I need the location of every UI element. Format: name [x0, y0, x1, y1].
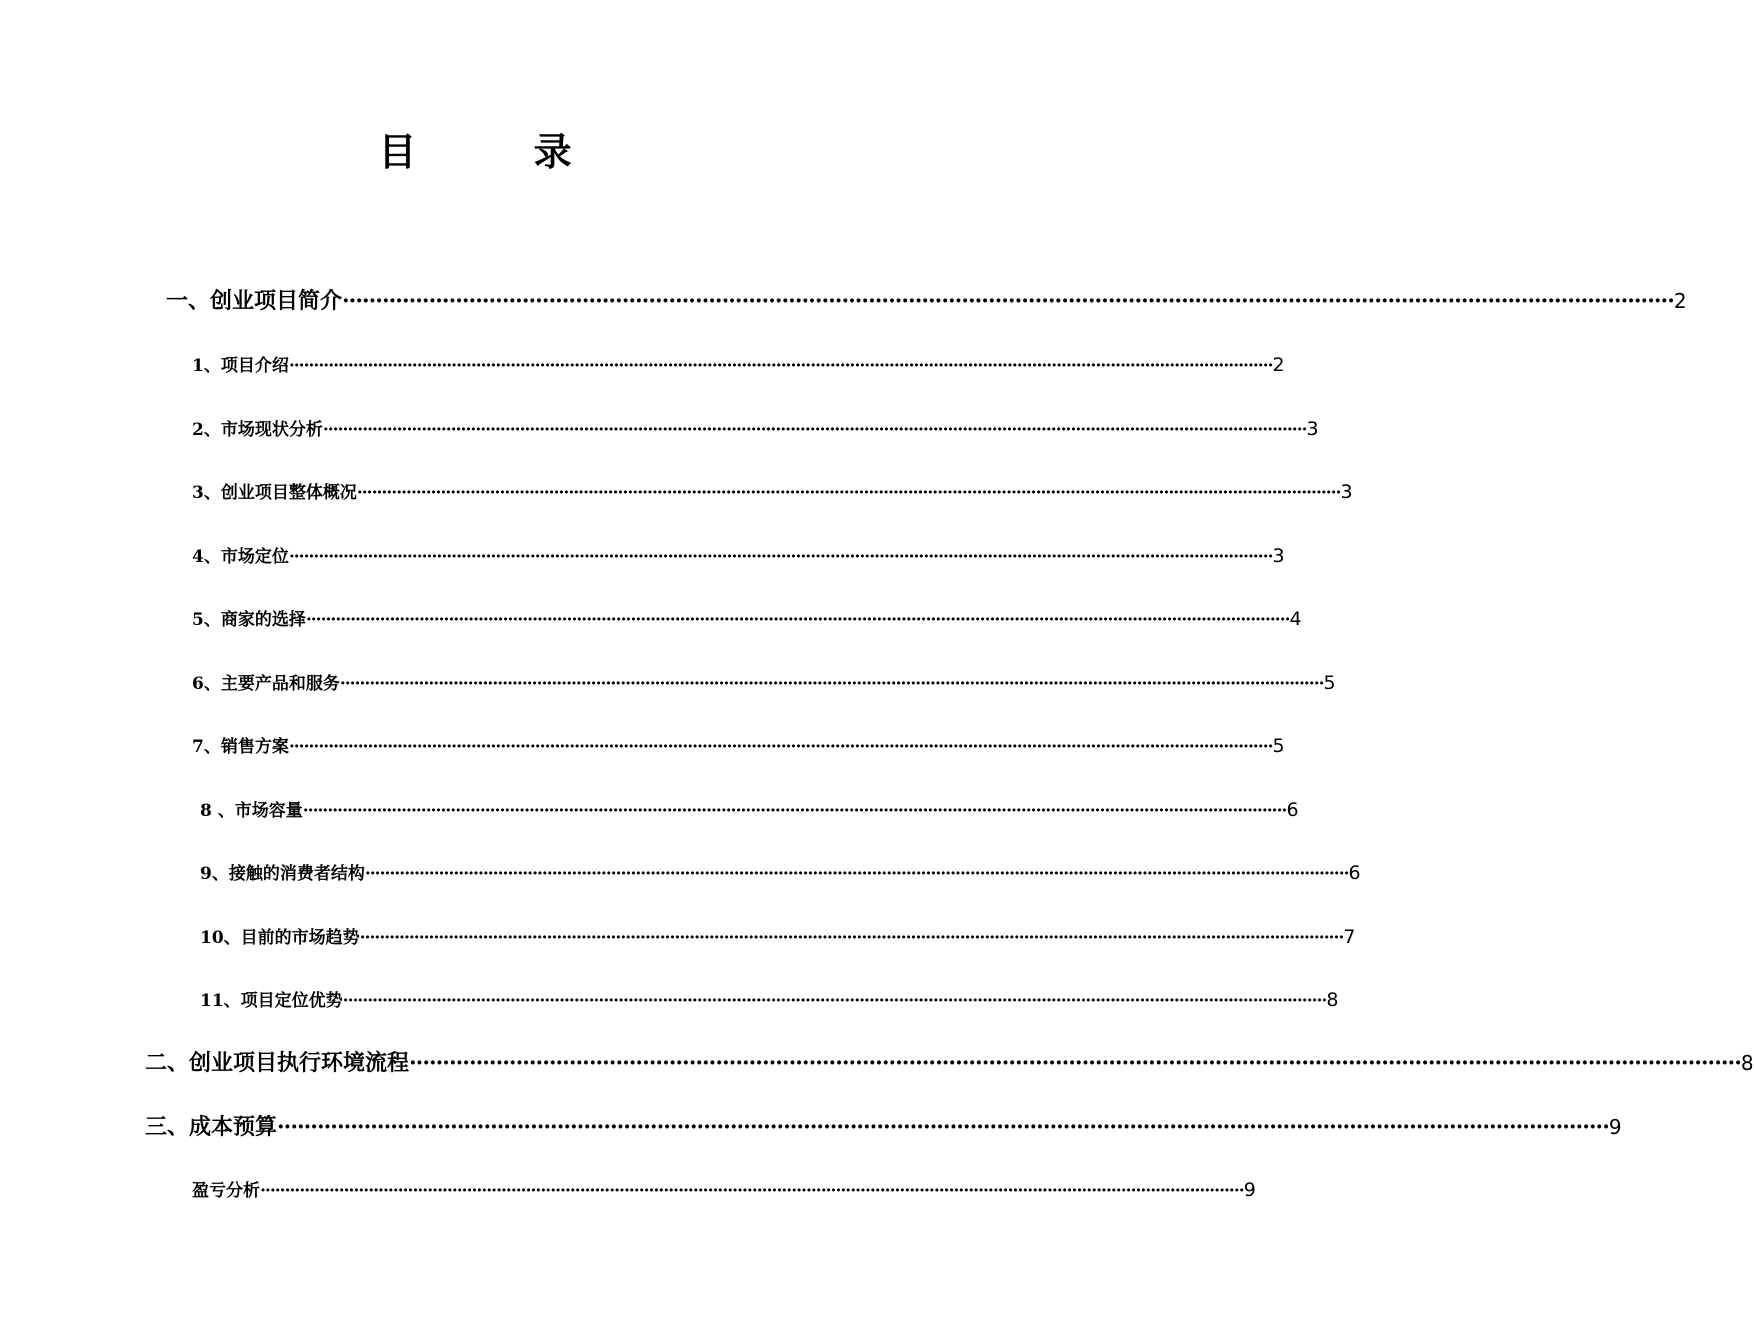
toc-entry-label: 2、市场现状分析: [192, 420, 323, 440]
toc-entry-page: 3: [1306, 418, 1319, 440]
toc-entry-label: 3、创业项目整体概况: [192, 483, 357, 503]
toc-entry[interactable]: [200, 860, 1361, 887]
toc-entry-page: 8: [1326, 989, 1339, 1011]
toc-entry[interactable]: [192, 670, 1336, 697]
toc-entry[interactable]: [192, 606, 1302, 633]
toc-entry[interactable]: [192, 543, 1285, 570]
toc-entry-page: 5: [1323, 672, 1336, 694]
dot-leader: ········································································································································································································: [260, 1181, 1244, 1201]
dot-leader: ········································································································································································································: [288, 356, 1273, 376]
dot-leader: ········································································································································································································: [322, 420, 1307, 440]
toc-entry-label: 7、销售方案: [192, 737, 289, 757]
toc-entry[interactable]: [145, 1112, 1622, 1142]
toc-entry-page: 2: [1272, 354, 1285, 376]
toc-entry-page: 5: [1272, 735, 1285, 757]
toc-entry-label: 9、接触的消费者结构: [200, 864, 365, 884]
toc-entry[interactable]: [192, 479, 1353, 506]
toc-entry-page: 8: [1740, 1051, 1754, 1075]
toc-entry-label: 三、成本预算: [145, 1114, 278, 1140]
toc-entry[interactable]: [200, 797, 1299, 824]
toc-entry[interactable]: [192, 1177, 1256, 1204]
dot-leader: ········································································································································································································: [364, 864, 1349, 884]
toc-entry-page: 7: [1343, 926, 1356, 948]
toc-entry-label: 10、目前的市场趋势: [200, 928, 360, 948]
toc-entry-page: 3: [1340, 481, 1353, 503]
toc-entry-label: 8 、市场容量: [200, 801, 303, 821]
toc-entry-page: 6: [1286, 799, 1299, 821]
toc-entry-label: 11、项目定位优势: [200, 991, 343, 1011]
toc-entry[interactable]: [200, 987, 1339, 1014]
dot-leader: ········································································································································································································: [302, 801, 1287, 821]
dot-leader: ········································································································································································································: [356, 483, 1341, 503]
toc-entry[interactable]: [145, 1048, 1754, 1078]
toc-entry-label: 一、创业项目简介: [166, 288, 343, 314]
toc-entry-label: 1、项目介绍: [192, 356, 289, 376]
dot-leader: ········································································································································································································: [288, 547, 1273, 567]
dot-leader: ········································································································································································································: [305, 610, 1290, 630]
toc-entry-page: 2: [1673, 289, 1687, 313]
toc-entry-page: 9: [1608, 1115, 1622, 1139]
dot-leader: ········································································································································································································: [339, 674, 1324, 694]
toc-entry-label: 6、主要产品和服务: [192, 674, 340, 694]
toc-entry-page: 6: [1348, 862, 1361, 884]
dot-leader: ········································································································································································································: [359, 928, 1344, 948]
toc-entry-label: 4、市场定位: [192, 547, 289, 567]
toc-entry[interactable]: [192, 733, 1285, 760]
toc-entry-label: 二、创业项目执行环境流程: [145, 1050, 410, 1076]
dot-leader: ········································································································································································································: [342, 288, 1674, 314]
dot-leader: ········································································································································································································: [288, 737, 1273, 757]
toc-entry-label: 盈亏分析: [192, 1181, 260, 1201]
toc-entry[interactable]: [192, 416, 1319, 443]
toc-entry-label: 5、商家的选择: [192, 610, 306, 630]
dot-leader: ········································································································································································································: [342, 991, 1327, 1011]
toc-entry-page: 3: [1272, 545, 1285, 567]
dot-leader: ········································································································································································································: [277, 1114, 1609, 1140]
toc-entry[interactable]: [200, 924, 1356, 951]
toc-entry[interactable]: [192, 352, 1285, 379]
toc-entry-page: 9: [1243, 1179, 1256, 1201]
toc-entry-page: 4: [1289, 608, 1302, 630]
toc-entry[interactable]: [166, 286, 1687, 316]
page-title: 目 录: [378, 129, 624, 174]
dot-leader: ········································································································································································································: [409, 1050, 1741, 1076]
